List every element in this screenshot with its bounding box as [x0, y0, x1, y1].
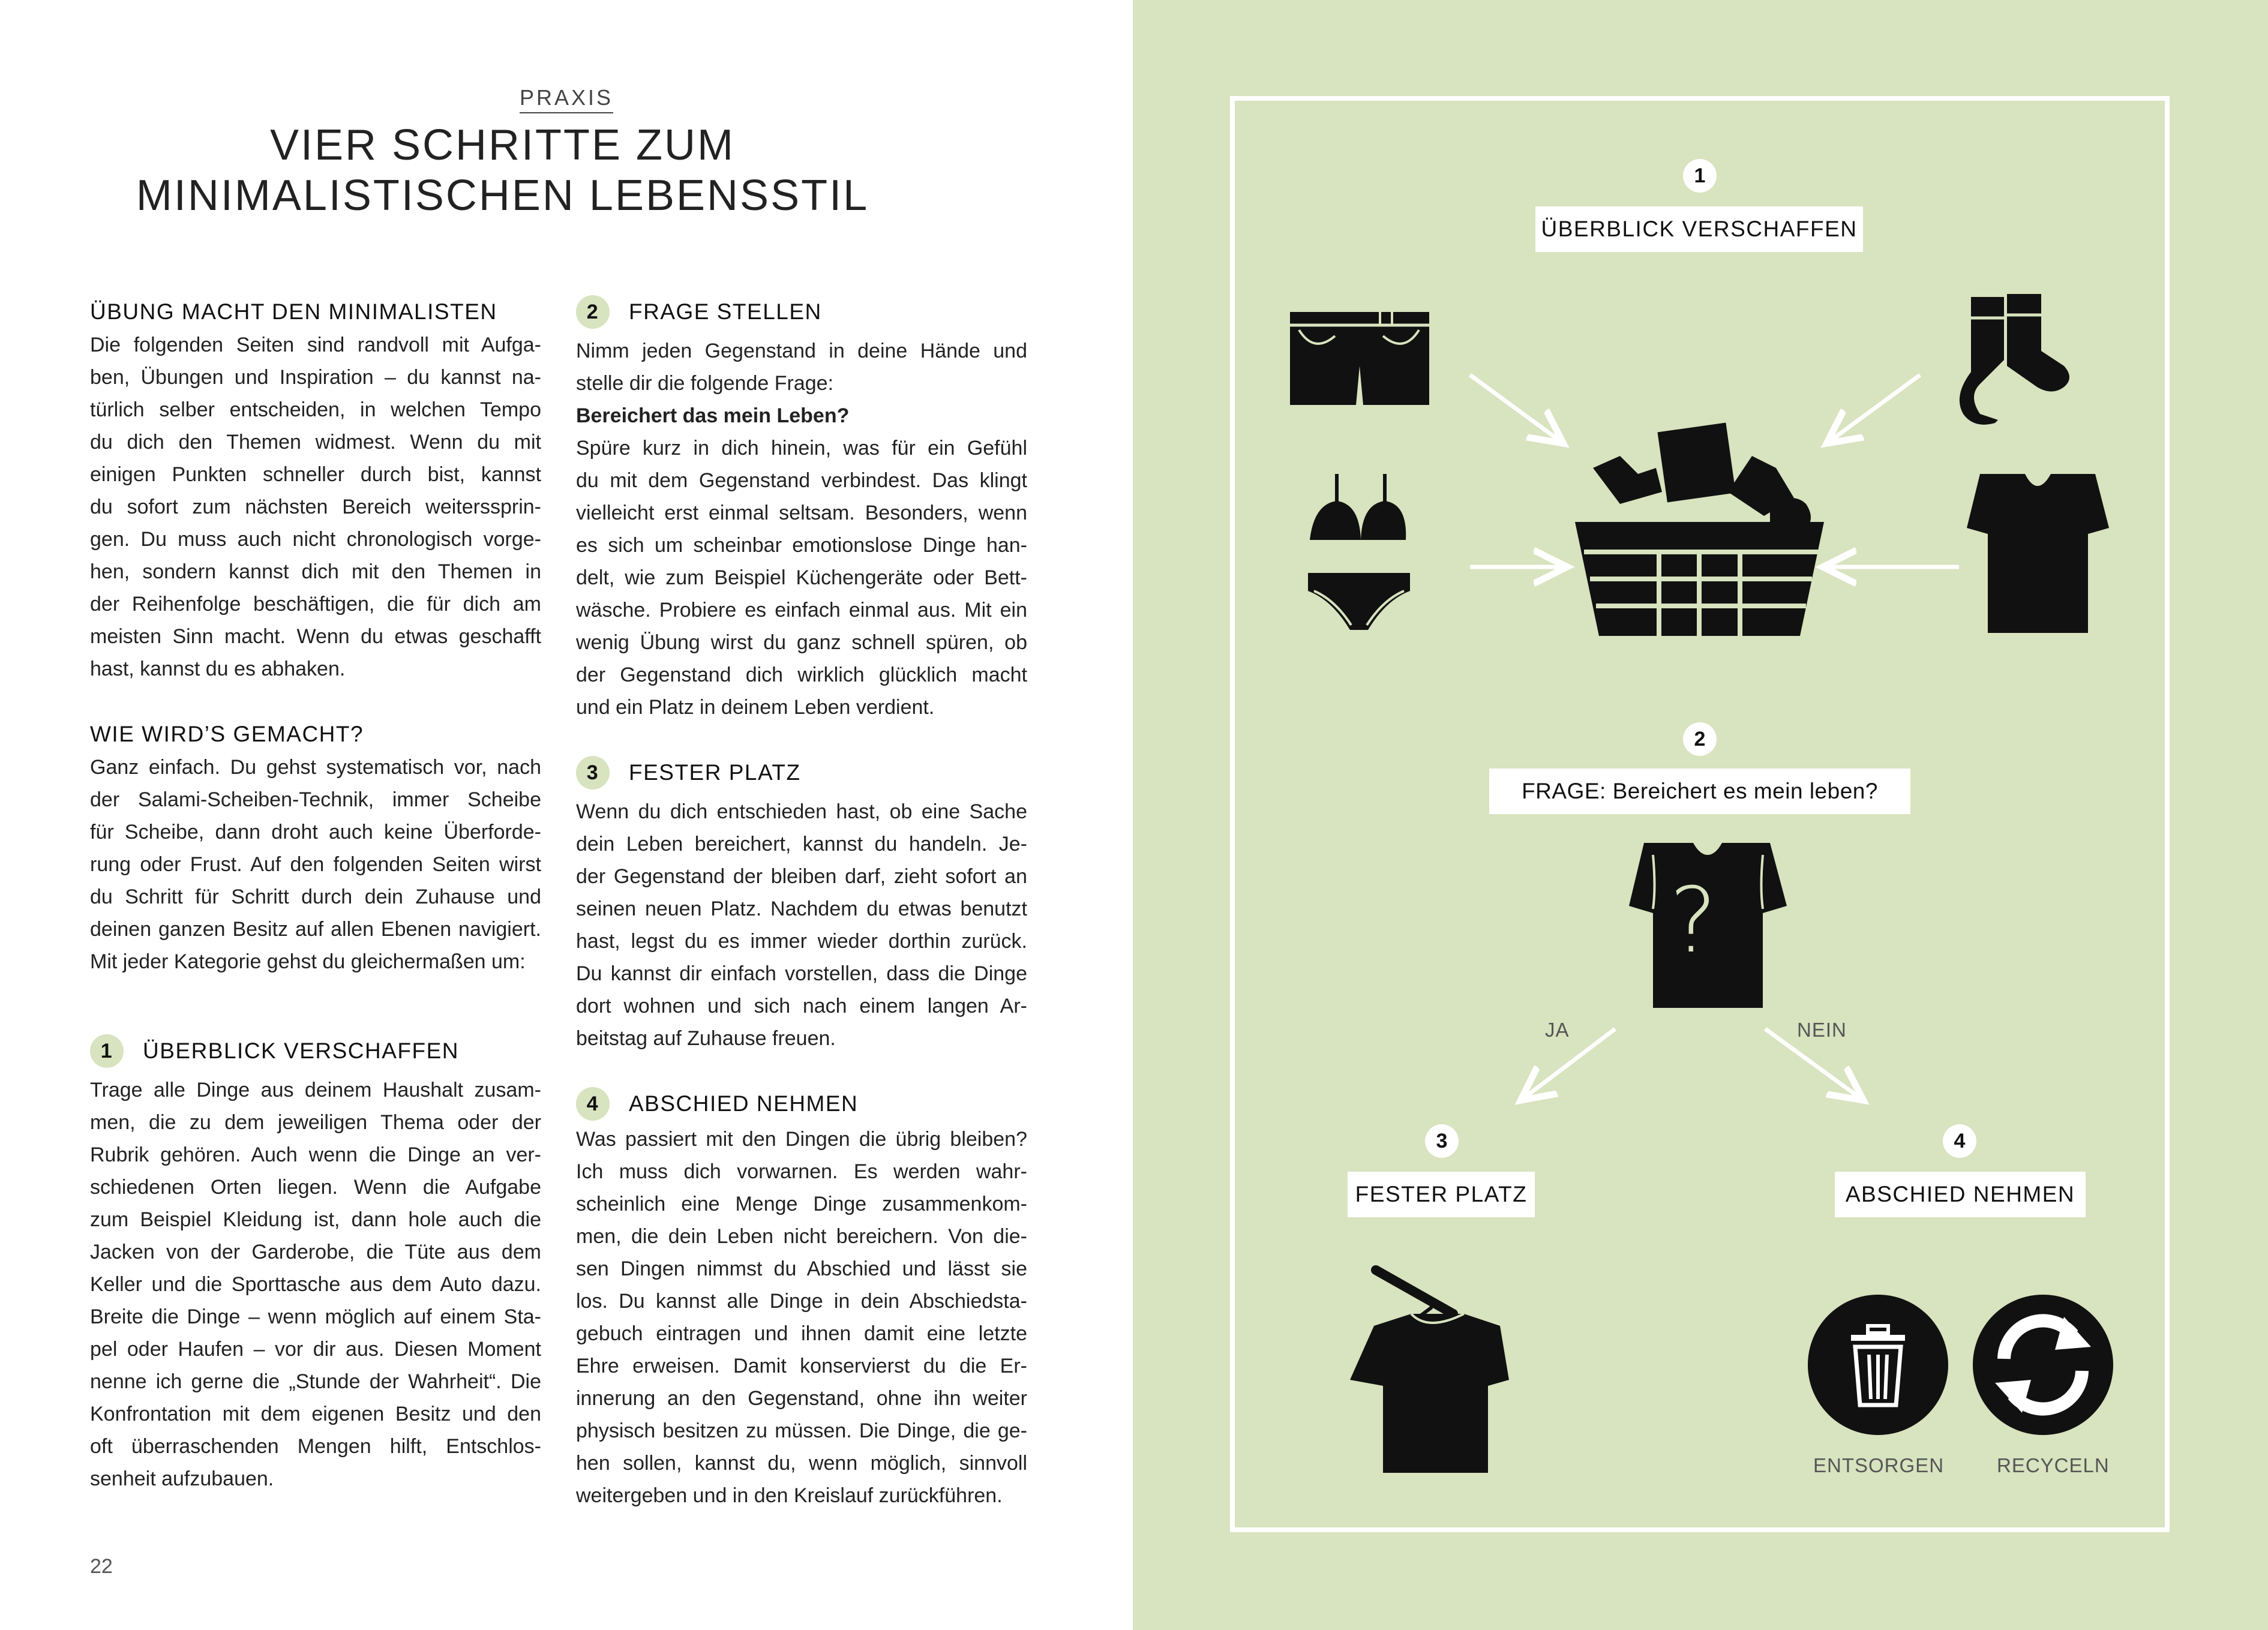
text-line: hen, sondern kannst dich mit den Themen in	[90, 560, 541, 583]
text-line: senheit aufzubauen.	[90, 1467, 274, 1490]
step-title: FRAGE STELLEN	[629, 299, 822, 324]
text-line: du Schritt für Schritt durch dein Zuhause und	[90, 885, 541, 908]
question-mark: ?	[1669, 869, 1717, 973]
text-line: der Gegenstand der bleiben darf, zieht sofort an	[576, 865, 1027, 888]
text-line: Spüre kurz in dich hinein, was für ein Gefühl	[576, 437, 1027, 460]
text-line: ben, Übungen und Inspiration – du kannst na-	[90, 366, 541, 389]
text-line: Die folgenden Seiten sind randvoll mit Aufga-	[90, 334, 541, 356]
text-line: Ganz einfach. Du gehst systematisch vor, nach	[90, 756, 541, 779]
text-line: gebuch eintragen und ihnen damit eine letzte	[576, 1322, 1027, 1345]
text-line: schiedenen Orten liegen. Wenn die Aufgabe	[90, 1176, 541, 1199]
step-3-label: FESTER PLATZ	[1348, 1172, 1535, 1217]
text-line: oft überraschenden Mengen hilft, Entschlos-	[90, 1435, 541, 1458]
step-4-badge: 4	[1943, 1124, 1976, 1158]
text-line: scheinlich eine Menge Dinge zusammenkom-	[576, 1193, 1027, 1215]
text-line: Ehre erweisen. Damit konservierst du die Er-	[576, 1355, 1027, 1377]
text-line: sen Dingen nimmst du Abschied und lässt sie	[576, 1257, 1027, 1280]
text-line: beitstag auf Zuhause freuen.	[576, 1027, 836, 1050]
shorts-icon	[1290, 312, 1429, 405]
text-line: der Salami-Scheiben-Technik, immer Scheibe	[90, 788, 541, 811]
step-4-label: ABSCHIED NEHMEN	[1835, 1172, 2086, 1217]
text-line: stelle dir die folgende Frage:	[576, 372, 834, 395]
step-3-badge: 3	[1425, 1124, 1459, 1158]
title-line-1: VIER SCHRITTE ZUM	[269, 121, 735, 169]
text-line: deinen ganzen Besitz auf allen Ebenen navigiert.	[90, 918, 541, 941]
text-line: Jacken von der Garderobe, die Tüte aus dem	[90, 1241, 541, 1263]
section-kicker: PRAXIS	[0, 85, 1133, 110]
text-line: nenne ich gerne die „Stunde der Wahrheit“. Die	[90, 1370, 541, 1393]
text-line: vielleicht erst einmal seltsam. Besonders, wenn	[576, 502, 1027, 524]
trash-bin-icon	[1808, 1295, 1948, 1435]
text-line: delt, wie zum Beispiel Küchengeräte oder Bett-	[576, 566, 1027, 589]
text-line: der Gegenstand dich wirklich glücklich macht	[576, 664, 1027, 686]
text-line: men, die zu dem jeweiligen Thema oder der	[90, 1111, 541, 1134]
text-line: du mit dem Gegenstand verbindest. Das klingt	[576, 469, 1027, 492]
text-line: physisch besitzen zu müssen. Die Dinge, die ge-	[576, 1419, 1027, 1442]
bra-icon	[1310, 474, 1406, 540]
text-line: Nimm jeden Gegenstand in deine Hände und	[576, 340, 1027, 362]
text-line: Trage alle Dinge aus deinem Haushalt zusam-	[90, 1079, 541, 1101]
key-question: Bereichert das mein Leben?	[576, 404, 850, 427]
text-line: es sich um scheinbar emotionslose Dinge han-	[576, 534, 1027, 557]
text-line: dein Leben bereichert, kannst du handeln. Je-	[576, 833, 1027, 855]
text-line: dort wohnen und sich nach einem langen Ar-	[576, 995, 1027, 1017]
text-line: Rubrik gehören. Auch wenn die Dinge an ver-	[90, 1143, 541, 1166]
heading-how: WIE WIRD’S GEMACHT?	[90, 722, 364, 746]
text-line: Ich muss dich vorwarnen. Es werden wahr-	[576, 1160, 1027, 1183]
socks-icon	[1960, 294, 2069, 425]
recycle-label: RECYCELN	[1997, 1454, 2110, 1476]
text-line: Keller und die Sporttasche aus dem Auto dazu.	[90, 1273, 541, 1296]
text-line: hen sollen, kannst du, wenn möglich, sinnvoll	[576, 1452, 1027, 1475]
step-2-badge: 2	[1683, 722, 1717, 756]
page-number: 22	[90, 1555, 113, 1578]
text-line: der Reihenfolge beschäftigen, die für dich am	[90, 593, 541, 616]
step-number-badge: 2	[576, 295, 610, 329]
text-line: los. Du kannst alle Dinge in dein Abschiedsta-	[576, 1290, 1027, 1313]
text-line: türlich selber entscheiden, in welchen Tempo	[90, 398, 541, 421]
text-line: hast, kannst du es abhaken.	[90, 658, 346, 680]
text-line: zum Beispiel Kleidung ist, dann hole auch die	[90, 1208, 541, 1231]
step-2-label: FRAGE: Bereichert es mein leben?	[1489, 769, 1910, 814]
text-line: seinen neuen Platz. Nachdem du etwas benutzt	[576, 897, 1027, 920]
text-line: rung oder Frust. Auf den folgenden Seiten wirst	[90, 853, 541, 876]
text-line: weitergeben und in den Kreislauf zurückführen.	[576, 1484, 1003, 1507]
step-title: ÜBERBLICK VERSCHAFFEN	[143, 1038, 459, 1063]
text-line: du dich den Themen widmest. Wenn du mit	[90, 431, 541, 454]
text-line: Konfrontation mit dem eigenen Besitz und den	[90, 1403, 541, 1425]
text-line: wäsche. Probiere es einfach einmal aus. Mit ein	[576, 599, 1027, 622]
text-line: Mit jeder Kategorie gehst du gleichermaßen um:	[90, 950, 526, 973]
text-line: men, die dein Leben nicht bereichern. Von die-	[576, 1225, 1027, 1248]
text-line: Wenn du dich entschieden hast, ob eine Sache	[576, 800, 1027, 823]
text-line: innerung an den Gegenstand, ohne ihn weiter	[576, 1387, 1027, 1410]
recycle-icon	[1973, 1295, 2113, 1435]
text-line: gen. Du muss auch nicht chronologisch vorge-	[90, 528, 541, 551]
text-line: einigen Punkten schneller durch bist, kannst	[90, 463, 541, 486]
step-1-label: ÜBERBLICK VERSCHAFFEN	[1535, 206, 1863, 252]
title-line-2: MINIMALISTISCHEN LEBENSSTIL	[136, 172, 869, 220]
step-1-badge: 1	[1683, 159, 1717, 193]
text-line: hast, legst du es immer wieder dorthin zurück.	[576, 930, 1027, 953]
yes-label: JA	[1545, 1019, 1570, 1041]
text-line: Was passiert mit den Dingen die übrig bleiben?	[576, 1128, 1027, 1151]
step-number-badge: 1	[90, 1034, 124, 1068]
text-line: wenig Übung wirst du ganz schnell spüren, ob	[576, 631, 1027, 654]
text-line: für Scheibe, dann droht auch keine Überforde-	[90, 821, 541, 843]
step-title: FESTER PLATZ	[629, 760, 801, 785]
laundry-basket-icon	[1575, 422, 1824, 636]
panties-icon	[1308, 573, 1410, 630]
tshirt-icon	[1967, 474, 2109, 633]
step-number-badge: 4	[576, 1087, 610, 1121]
step-title: ABSCHIED NEHMEN	[629, 1091, 859, 1116]
no-label: NEIN	[1797, 1019, 1847, 1041]
text-line: pel oder Haufen – vor dir aus. Diesen Moment	[90, 1338, 541, 1361]
text-line: du sofort zum nächsten Bereich weiterssprin-	[90, 496, 541, 518]
step-number-badge: 3	[576, 756, 610, 790]
text-line: meisten Sinn macht. Wenn du etwas geschafft	[90, 625, 541, 648]
text-line: Du kannst dir einfach vorstellen, dass die Dinge	[576, 962, 1027, 985]
text-line: und ein Platz in deinem Leben verdient.	[576, 696, 935, 719]
hanging-shirt-icon	[1350, 1270, 1509, 1473]
dispose-label: ENTSORGEN	[1813, 1454, 1945, 1476]
text-line: Breite die Dinge – wenn möglich auf einem Sta-	[90, 1305, 541, 1328]
heading-practice: ÜBUNG MACHT DEN MINIMALISTEN	[90, 299, 497, 324]
